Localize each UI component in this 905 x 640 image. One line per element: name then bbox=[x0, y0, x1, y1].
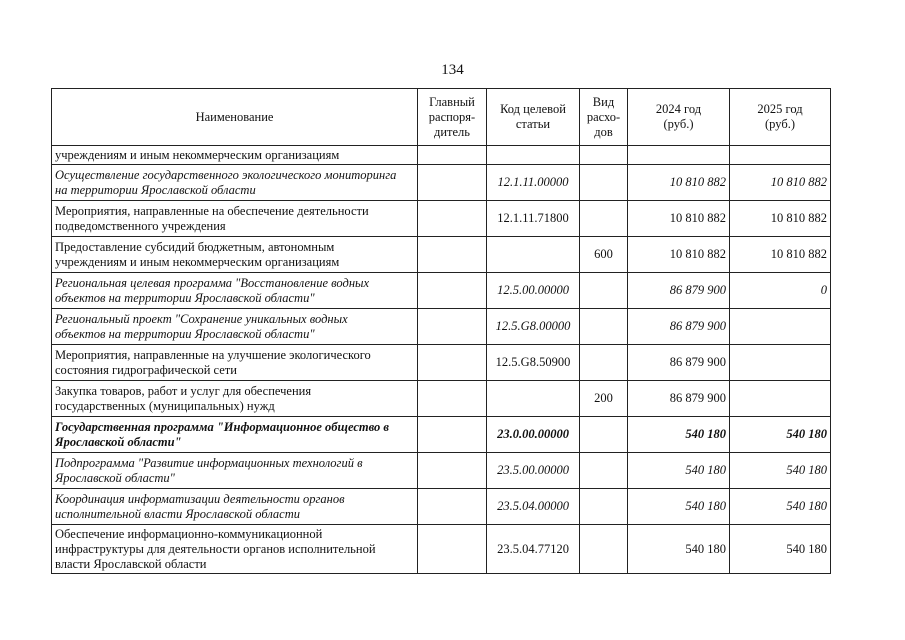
cell-name bbox=[52, 489, 418, 525]
table-row bbox=[52, 201, 831, 237]
header-year-2024: 2024 год (руб.) bbox=[628, 89, 730, 146]
cell-main-manager bbox=[418, 345, 487, 381]
cell-expense-type bbox=[580, 309, 628, 345]
cell-target-code: 12.5.00.00000 bbox=[487, 273, 580, 309]
cell-year-2025 bbox=[730, 381, 831, 417]
name-line: Мероприятия, направленные на улучшение экологического bbox=[55, 347, 371, 362]
cell-target-code: 12.1.11.00000 bbox=[487, 165, 580, 201]
cell-expense-type bbox=[580, 165, 628, 201]
name-line: Государственная программа "Информационное общество в bbox=[55, 419, 389, 434]
cell-year-2025 bbox=[730, 345, 831, 381]
cell-year-2024: 10 810 882 bbox=[628, 201, 730, 237]
cell-name bbox=[52, 309, 418, 345]
cell-main-manager bbox=[418, 417, 487, 453]
cell-year-2024: 540 180 bbox=[628, 417, 730, 453]
cell-name bbox=[52, 237, 418, 273]
table-row bbox=[52, 525, 831, 574]
name-line: Ярославской области" bbox=[55, 434, 182, 449]
name-line: Региональная целевая программа "Восстановление водных bbox=[55, 275, 370, 290]
cell-name bbox=[52, 453, 418, 489]
cell-expense-type bbox=[580, 525, 628, 574]
cell-target-code: 12.5.G8.00000 bbox=[487, 309, 580, 345]
cell-main-manager bbox=[418, 381, 487, 417]
cell-main-manager bbox=[418, 237, 487, 273]
cell-year-2025: 10 810 882 bbox=[730, 237, 831, 273]
name-line: состояния гидрографической сети bbox=[55, 362, 237, 377]
cell-main-manager bbox=[418, 525, 487, 574]
cell-expense-type bbox=[580, 201, 628, 237]
cell-year-2024: 86 879 900 bbox=[628, 381, 730, 417]
name-line: на территории Ярославской области bbox=[55, 182, 256, 197]
cell-expense-type bbox=[580, 453, 628, 489]
name-line: объектов на территории Ярославской области" bbox=[55, 290, 315, 305]
cell-target-code bbox=[487, 381, 580, 417]
table-row bbox=[52, 237, 831, 273]
cell-main-manager bbox=[418, 273, 487, 309]
cell-year-2025: 540 180 bbox=[730, 417, 831, 453]
cell-name bbox=[52, 417, 418, 453]
cell-name bbox=[52, 525, 418, 574]
cell-year-2025: 0 bbox=[730, 273, 831, 309]
table-row bbox=[52, 417, 831, 453]
cell-target-code: 23.5.04.00000 bbox=[487, 489, 580, 525]
table-header-row bbox=[52, 89, 831, 146]
name-line: Закупка товаров, работ и услуг для обеспечения bbox=[55, 383, 312, 398]
name-line: Координация информатизации деятельности органов bbox=[55, 491, 345, 506]
cell-year-2025: 10 810 882 bbox=[730, 165, 831, 201]
header-name: Наименование bbox=[52, 89, 418, 146]
cell-year-2024: 86 879 900 bbox=[628, 345, 730, 381]
name-line: инфраструктуры для деятельности органов исполнительной bbox=[55, 541, 376, 556]
cell-target-code bbox=[487, 146, 580, 165]
table-row bbox=[52, 146, 831, 165]
cell-expense-type bbox=[580, 146, 628, 165]
name-line: учреждениям и иным некоммерческим организациям bbox=[55, 254, 340, 269]
header-target-code: Код целевой статьи bbox=[487, 89, 580, 146]
cell-target-code: 23.5.04.77120 bbox=[487, 525, 580, 574]
header-year-2025: 2025 год (руб.) bbox=[730, 89, 831, 146]
cell-year-2024: 10 810 882 bbox=[628, 165, 730, 201]
cell-year-2025: 540 180 bbox=[730, 525, 831, 574]
cell-name bbox=[52, 345, 418, 381]
cell-expense-type: 200 bbox=[580, 381, 628, 417]
name-line: Осуществление государственного экологического мониторинга bbox=[55, 167, 397, 182]
cell-name bbox=[52, 165, 418, 201]
cell-year-2025 bbox=[730, 309, 831, 345]
header-main-manager: Главный распоря- дитель bbox=[418, 89, 487, 146]
cell-target-code bbox=[487, 237, 580, 273]
cell-year-2024: 540 180 bbox=[628, 453, 730, 489]
table-row bbox=[52, 489, 831, 525]
cell-target-code: 23.5.00.00000 bbox=[487, 453, 580, 489]
cell-main-manager bbox=[418, 201, 487, 237]
name-line: Предоставление субсидий бюджетным, автономным bbox=[55, 239, 335, 254]
cell-main-manager bbox=[418, 453, 487, 489]
name-line: объектов на территории Ярославской области" bbox=[55, 326, 315, 341]
budget-table bbox=[51, 88, 831, 574]
table-row bbox=[52, 165, 831, 201]
cell-target-code: 23.0.00.00000 bbox=[487, 417, 580, 453]
name-line: Мероприятия, направленные на обеспечение деятельности bbox=[55, 203, 369, 218]
cell-year-2025: 540 180 bbox=[730, 489, 831, 525]
cell-name bbox=[52, 201, 418, 237]
cell-year-2024 bbox=[628, 146, 730, 165]
name-line: Ярославской области" bbox=[55, 470, 175, 485]
name-line: Обеспечение информационно-коммуникационной bbox=[55, 526, 323, 541]
table-row bbox=[52, 453, 831, 489]
name-line: власти Ярославской области bbox=[55, 556, 207, 571]
cell-main-manager bbox=[418, 309, 487, 345]
cell-expense-type bbox=[580, 417, 628, 453]
name-line: учреждениям и иным некоммерческим организациям bbox=[55, 147, 340, 162]
cell-expense-type: 600 bbox=[580, 237, 628, 273]
cell-year-2024: 86 879 900 bbox=[628, 273, 730, 309]
name-line: государственных (муниципальных) нужд bbox=[55, 398, 275, 413]
page-number: 134 bbox=[441, 62, 464, 78]
cell-target-code: 12.1.11.71800 bbox=[487, 201, 580, 237]
name-line: исполнительной власти Ярославской области bbox=[55, 506, 301, 521]
cell-expense-type bbox=[580, 489, 628, 525]
cell-name bbox=[52, 273, 418, 309]
cell-year-2025: 540 180 bbox=[730, 453, 831, 489]
cell-target-code: 12.5.G8.50900 bbox=[487, 345, 580, 381]
table-row bbox=[52, 273, 831, 309]
table-row bbox=[52, 381, 831, 417]
cell-main-manager bbox=[418, 489, 487, 525]
cell-year-2024: 86 879 900 bbox=[628, 309, 730, 345]
cell-expense-type bbox=[580, 273, 628, 309]
table-row bbox=[52, 345, 831, 381]
cell-year-2025: 10 810 882 bbox=[730, 201, 831, 237]
name-line: подведомственного учреждения bbox=[55, 218, 226, 233]
cell-year-2024: 540 180 bbox=[628, 489, 730, 525]
name-line: Подпрограмма "Развитие информационных технологий в bbox=[55, 455, 363, 470]
cell-main-manager bbox=[418, 165, 487, 201]
header-expense-type: Вид расхо- дов bbox=[580, 89, 628, 146]
cell-year-2024: 540 180 bbox=[628, 525, 730, 574]
name-line: Региональный проект "Сохранение уникальных водных bbox=[55, 311, 348, 326]
cell-year-2025 bbox=[730, 146, 831, 165]
cell-expense-type bbox=[580, 345, 628, 381]
cell-main-manager bbox=[418, 146, 487, 165]
table-row bbox=[52, 309, 831, 345]
cell-name bbox=[52, 146, 418, 165]
cell-year-2024: 10 810 882 bbox=[628, 237, 730, 273]
cell-name bbox=[52, 381, 418, 417]
